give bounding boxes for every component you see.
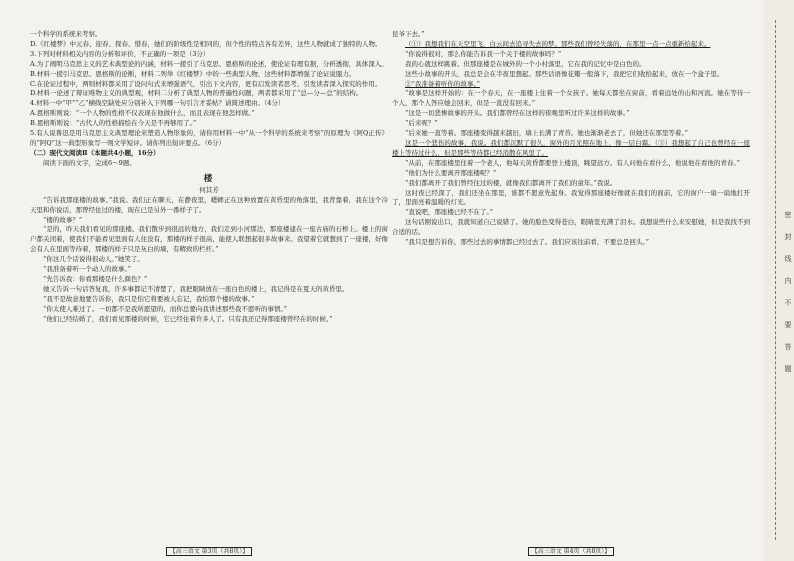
seal-label: 题 <box>784 365 792 373</box>
story-paragraph: “告诉我那座楼的故事。”我说。我们正在聊天，在静夜里，蟋蟀正在这种放置在黄昏里的角落里，我背靠着，我在这个冷天里和你说话，那曾经住过的楼，现在已是另外一番样子了。 <box>30 195 388 214</box>
option-b: B.材料一援引马克思、恩格斯的论断，材料二列举《红楼梦》中的一些典型人物，这些材料都增强了论证说服力。 <box>30 69 356 78</box>
story-paragraph: “他们已经结婚了，我们看见那楼的时候，它已经住着许多人了。只有我还记得那座楼曾经在的时候。” <box>43 314 333 323</box>
right-page <box>392 30 750 248</box>
story-paragraph: “你这几个话说得很动人。”她笑了。 <box>43 255 144 264</box>
story-title: 楼 <box>203 173 215 184</box>
left-page-footer <box>30 546 388 555</box>
story-paragraph: “楼的故事？” <box>43 215 83 224</box>
story-paragraph: “从前，在那座楼里住着一个老人，他每天黄昏都要登上楼顶，眺望远方。有人问他在看什么，他说他在看他的青春。” <box>405 158 740 167</box>
story-paragraph: “先告诉我：你看那楼是什么颜色？” <box>43 274 148 283</box>
story-paragraph: 她又告诉一句话答复我，许多事都记不清楚了，我把眼睛放在一座白色的楼上，我记得是在夏天的黄昏里。 <box>43 284 349 293</box>
option-d: D.材料一论述了辩证唯物主义的典型观，材料二分析了典型人物的普遍性问题，两者都采用了“总—分—总”的结构。 <box>30 89 363 98</box>
story-paragraph: 昆爷下去。” <box>392 30 425 38</box>
story-paragraph-underlined: ②“我准备着听你的故事。” <box>405 79 480 88</box>
right-page-footer <box>392 546 750 555</box>
story-paragraph: “我准备着听一个动人的故事。” <box>43 265 131 274</box>
option-b: B.恩格斯则说：“古代人的性格描绘在今天是不再够用了。” <box>30 119 197 128</box>
story-paragraph: “我只是想告诉你，那些过去的事情都已经过去了。我们应该往前看，不要总是回头。” <box>405 238 649 247</box>
story-paragraph-underlined: 这是一个悲伤的故事，我说。我们都沉默了很久，窗外的月光照在地上，像一层白霜。（③）我想起了自己也曾经在一座楼上等待过什么，但是那些等待都已经消散在风里了。 <box>392 138 750 157</box>
story-paragraph: “我不是故意地要告诉你，我只是怕它将要被人忘记，我怕那个楼的故事。” <box>43 294 255 303</box>
seal-label: 不 <box>784 299 792 307</box>
page-number-label: 【高三语文 第3页（共8页）】 <box>166 547 253 556</box>
story-paragraph: “我们都离开了我们曾经住过的楼，就像我们都离开了我们的童年。”我说。 <box>405 178 617 187</box>
left-questions <box>30 30 388 149</box>
story-paragraph: 这句话刚说出口，我就知道自己说错了。她的脸色变得苍白，眼睛里充满了泪水。我想说些什么来安慰她，但是我找不到合适的话。 <box>392 218 750 237</box>
story-paragraph: “后来呢？” <box>405 119 438 128</box>
story-paragraph: “他们为什么要离开那座楼呢？” <box>405 168 497 177</box>
section-heading: （二）现代文阅读Ⅱ（本题共4小题，16分） <box>30 148 160 157</box>
question-3: 3.下列对材料相关内容的分析和评价，不正确的一项是（3分） <box>30 49 210 58</box>
seal-line <box>775 20 776 540</box>
left-page <box>30 30 388 324</box>
story-paragraph: 这些小故事的开头，我总是会在半夜里想起。那些话语像花瓣一般落下，我把它们收拾起来，放在一个盒子里。 <box>405 69 724 78</box>
seal-label: 要 <box>784 321 792 329</box>
option-a: A.恩格斯则说：“一个人物的性格不仅表现在他做什么，而且表现在他怎样做。” <box>30 109 255 118</box>
question-4: 4.材料一中“甲”“乙”横线空缺处应分别补入下列哪一句引言才妥帖？请简述理由。（4分） <box>30 99 285 108</box>
story-paragraph: “这是一切悲惨故事的开头。我们都曾经在这样的夜晚里听过许多这样的故事。” <box>405 109 630 118</box>
story-body <box>30 196 388 325</box>
story-paragraph: 我的心就这样跳着。但那座楼是在城外的一个小村落里，它在我的记忆中是白色的。 <box>405 59 646 68</box>
seal-label: 线 <box>784 255 792 263</box>
story-paragraph: “是的，昨天我们看见的那座楼。我们散步到很远的地方，我们走到小河那边，那座楼建在一座古庙的石桥上。楼上的窗户都关闭着，使我们不能看见里面有人住没有，那楼的样子很高，能使人联想起很多故事来。我望着它就想到了一座楼，好像会有人在里面等待着，那楼的样子只是灰白的墙，有精致的栏杆。” <box>30 225 388 254</box>
story-paragraph: 这时夜已经深了，我们还坐在那里，谁都不愿意先起身。我觉得那座楼好像就在我们的面前，它的窗户一扇一扇地打开了，里面亮着温暖的灯光。 <box>392 188 750 207</box>
instruction: 阅读下面的文字，完成6～9题。 <box>43 158 136 167</box>
seal-label: 封 <box>784 233 792 241</box>
story-paragraph: “直说吧，那座楼已经不在了。” <box>405 208 493 217</box>
story-paragraph: “后来她一直等着。那座楼变得越来越旧，墙上长满了青苔。她也渐渐老去了，但她还在那里等着。” <box>405 129 688 138</box>
page-number-label: 【高三语文 第4页（共8页）】 <box>528 547 615 556</box>
seal-label: 密 <box>784 211 792 219</box>
story-paragraph-underlined: （①）我想我们在天空里飞，白云间去追寻失去的梦。那些我们曾经失落的，在那里一点一点重新拾起来。 <box>405 39 711 48</box>
option-a: A.为了阐明马克思主义的艺术典型论的内涵，材料一援引了马克思、恩格斯的论述，使论证有理有据，分析透彻，具体深入。 <box>30 59 388 68</box>
option-c: C.在论证过程中，两则材料都采用了设问句式来增强语气，引出下文内容，更有启发读者思考、引发读者深入探究的作用。 <box>30 79 382 88</box>
question-5: 5.有人说鲁迅是用马克思主义典型理论来塑造人物形象的，请你用材料一中“从一个科学的系统来考察”的原理为《阿Q正传》的“阿Q”这一典型形象写一则文学短评。请你列出短评要点。（6分） <box>30 129 388 147</box>
story-paragraph: “故事是这样开始的：在一个春天，在一座楼上住着一个女孩子。她每天都坐在窗前，看着远处的山和河流。她在等待一个人，那个人答应她会回来，但是一直没有回来。” <box>392 89 750 108</box>
paragraph: 一个科学的系统来考察。 <box>30 30 102 38</box>
story-paragraph: “你说得很对，那么你能告诉我一个关于楼的故事吗？” <box>405 49 562 58</box>
seal-label: 内 <box>784 277 792 285</box>
story-paragraph: “你太使人难过了。一切都不是我所愿望的，而你总要向我讲述那些我不愿听的事情。” <box>43 304 287 313</box>
story-author: 何其芳 <box>199 185 219 194</box>
paragraph: D.《红楼梦》中元春、迎春、探春、惜春，她们的阶级性是相同的，但个性的特点各有差异，这些人物就成了独特的人物。 <box>30 39 382 48</box>
seal-label: 答 <box>784 343 792 351</box>
